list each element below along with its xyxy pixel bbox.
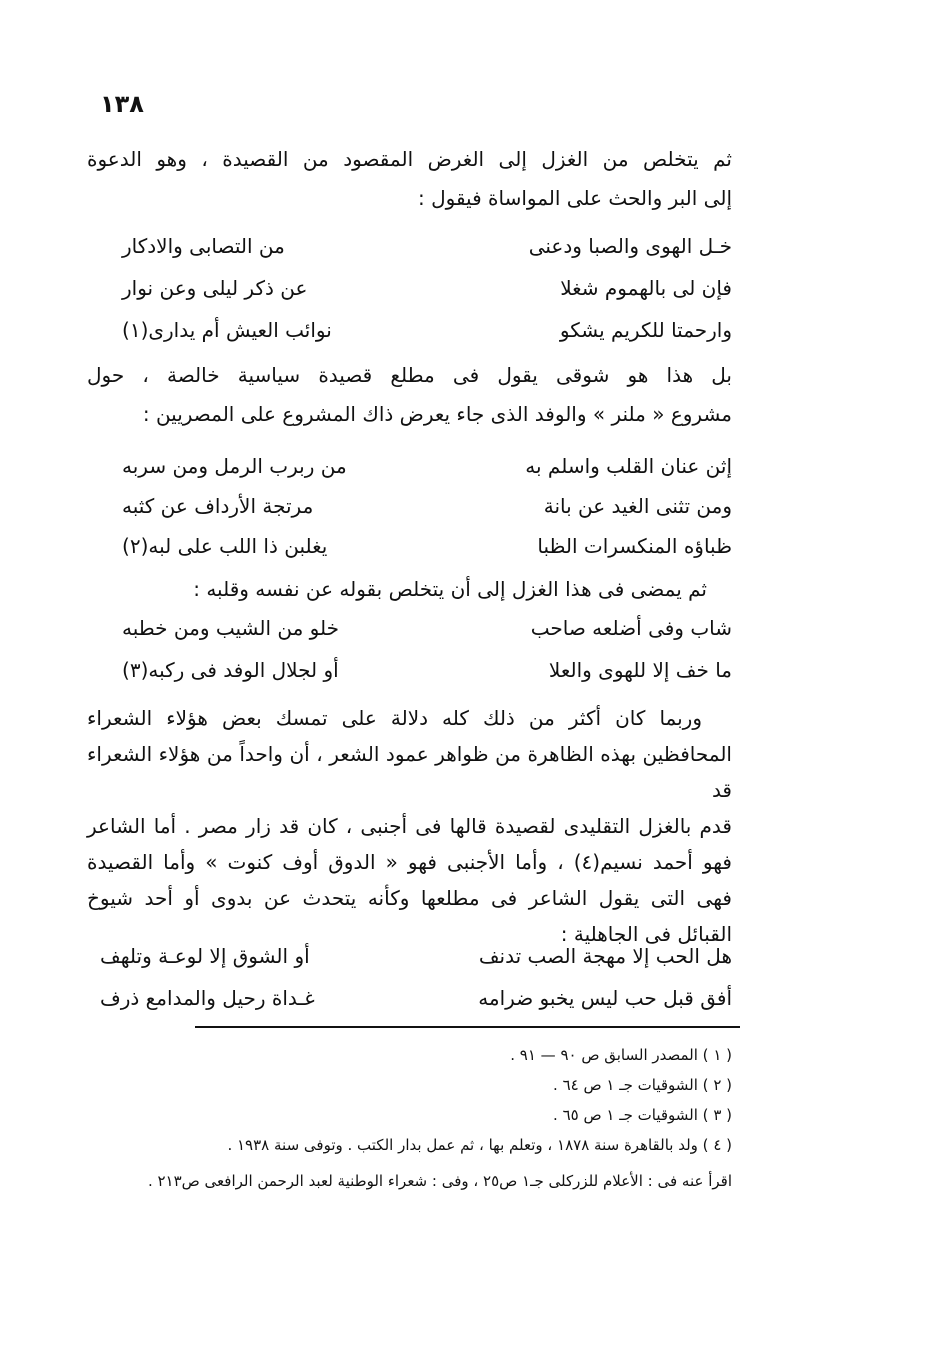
hemistich-first: وارحمتا للكريم يشكو <box>559 318 732 342</box>
paragraph-1 <box>87 140 732 218</box>
hemistich-first: خـل الهوى والصبا ودعنى <box>528 234 732 258</box>
paragraph-line: وربما كان أكثر من ذلك كله دلالة على تمسك بعض هؤلاء الشعراء <box>87 706 702 730</box>
verse-line <box>122 526 732 566</box>
hemistich-second: من التصابى والادكار <box>122 234 285 258</box>
hemistich-first: ومن تثنى الغيد عن بانة <box>543 494 732 518</box>
verse-line <box>100 936 732 976</box>
hemistich-first: فإن لى بالهموم شغلا <box>560 276 732 300</box>
verse-line <box>122 608 732 648</box>
hemistich-first: أفق قبل حب ليس يخبو ضرامه <box>478 986 732 1010</box>
hemistich-first: شاب وفى أضلعه صاحب <box>530 616 732 640</box>
footnote: ( ٤ ) ولد بالقاهرة سنة ١٨٧٨ ، وتعلم بها ، ثم عمل بدار الكتب . وتوفى سنة ١٩٣٨ . <box>227 1136 732 1154</box>
paragraph-line: مشروع « ملنر » والوفد الذى جاء يعرض ذاك المشروع على المصريين : <box>142 402 732 426</box>
paragraph-2 <box>87 356 732 434</box>
paragraph-4 <box>87 700 732 952</box>
verse-line <box>122 650 732 690</box>
paragraph-line: قدم بالغزل التقليدى لقصيدة قالها فى أجنبى ، كان قد زار مصر . أما الشاعر <box>87 814 732 838</box>
footnote: اقرأ عنه فى : الأعلام للزركلى جـ١ ص٢٥ ، وفى : شعراء الوطنية لعبد الرحمن الرافعى ص٢١٣ . <box>147 1172 732 1190</box>
footnote: ( ٣ ) الشوقيات جـ ١ ص ٦٥ . <box>553 1106 732 1124</box>
hemistich-first: إثن عنان القلب واسلم به <box>525 454 732 478</box>
verse-line <box>122 268 732 308</box>
hemistich-second: مرتجة الأرداف عن كثبه <box>122 494 314 518</box>
verse-line <box>122 310 732 350</box>
footnote: ( ١ ) المصدر السابق ص ٩٠ — ٩١ . <box>510 1046 732 1064</box>
hemistich-first: ظباؤه المنكسرات الظبا <box>537 534 732 558</box>
footnote-separator <box>195 1026 740 1028</box>
paragraph-line: فهو أحمد نسيم(٤) ، وأما الأجنبى فهو « الدوق أوف كنوت » وأما القصيدة <box>87 850 732 874</box>
hemistich-second: خلو من الشيب ومن خطبه <box>122 616 339 640</box>
hemistich-first: ما خف إلا للهوى والعلا <box>548 658 732 682</box>
verse-line <box>122 446 732 486</box>
hemistich-second: غـداة رحيل والمدامع ذرف <box>100 986 315 1010</box>
verse-line <box>122 486 732 526</box>
hemistich-first: هل الحب إلا مهجة الصب تدنف <box>478 944 732 968</box>
paragraph-line: فهى التى يقول الشاعر فى مطلعها وكأنه يتحدث عن بدوى أو أحد شيوخ <box>87 886 732 910</box>
page-number: ١٣٨ <box>100 90 144 118</box>
verse-line <box>122 226 732 266</box>
paragraph-3 <box>107 570 707 609</box>
paragraph-line: ثم يمضى فى هذا الغزل إلى أن يتخلص بقوله عن نفسه وقلبه : <box>193 577 707 601</box>
paragraph-line: بل هذا هو شوقى يقول فى مطلع قصيدة سياسية خالصة ، حول <box>87 363 732 387</box>
footnote: ( ٢ ) الشوقيات جـ ١ ص ٦٤ . <box>553 1076 732 1094</box>
hemistich-second: عن ذكر ليلى وعن نوار <box>122 276 308 300</box>
verse-line <box>100 978 732 1018</box>
hemistich-second: يغلبن ذا اللب على لبه(٢) <box>122 534 328 558</box>
paragraph-line: ثم يتخلص من الغزل إلى الغرض المقصود من القصيدة ، وهو الدعوة <box>87 147 732 171</box>
paragraph-line: إلى البر والحث على المواساة فيقول : <box>417 186 732 210</box>
hemistich-second: أو الشوق إلا لوعـة وتلهف <box>100 944 310 968</box>
hemistich-second: أو لجلال الوفد فى ركبه(٣) <box>122 658 339 682</box>
hemistich-second: نوائب العيش أم يدارى(١) <box>122 318 332 342</box>
hemistich-second: من ربرب الرمل ومن سربه <box>122 454 347 478</box>
paragraph-line: المحافظين بهذه الظاهرة من ظواهر عمود الشعر ، أن واحداً من هؤلاء الشعراء قد <box>87 742 732 802</box>
paragraph-line: القبائل فى الجاهلية : <box>560 922 732 946</box>
